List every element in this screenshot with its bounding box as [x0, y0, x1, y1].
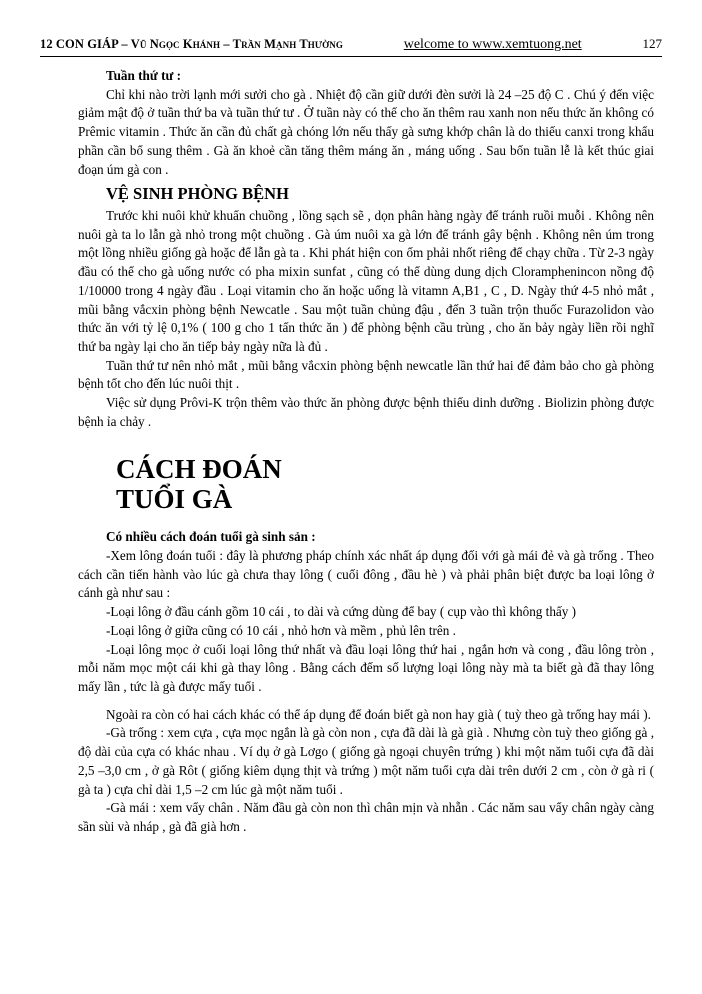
header-website-link[interactable]: welcome to www.xemtuong.net	[403, 37, 582, 52]
page-header	[40, 36, 662, 53]
chapter-title-line-2: TUỔI GÀ	[116, 483, 233, 514]
paragraph-age-4: -Loại lông mọc ở cuối loại lông thứ nhất và đầu loại lông thứ hai , ngắn hơn và cong , đầu lông tròn , mỗi năm mọc một cái khi gà thay lông . Bằng cách đếm số lượng loại lông này mà ta biết gà đã thay lông mấy lần , tức là gà được mấy tuổi .	[78, 641, 654, 694]
heading-week-four: Tuần thứ tư :	[106, 68, 182, 83]
header-divider	[40, 56, 662, 57]
chapter-title-line-1: CÁCH ĐOÁN	[116, 453, 282, 484]
paragraph-hygiene-3: Việc sử dụng Prôvi-K trộn thêm vào thức ăn phòng được bệnh thiếu dinh dưỡng . Biolizin phòng được bệnh ỉa chảy .	[78, 395, 654, 429]
paragraph-week-four: Chỉ khi nào trời lạnh mới sưởi cho gà . Nhiệt độ cần giữ dưới đèn sưởi là 24 –25 độ C . Chú ý đến việc giảm mật độ ở tuần thứ ba và tuần thứ tư . Ở tuần này có thể cho ăn thêm rau xanh non nếu thức ăn không có Prêmic vitamin . Thức ăn cần đủ chất gà chóng lớn nếu thấy gà sưng khớp chân là do thiếu canxi trong khẩu phần cần bổ sung thêm . Gà ăn khoẻ cần tăng thêm máng ăn , máng uống . Sau bốn tuần lễ là kết thúc giai đoạn úm gà con .	[78, 86, 654, 177]
paragraph-age-7: -Gà mái : xem vẩy chân . Năm đầu gà còn non thì chân mịn và nhẵn . Các năm sau vẩy chân ngày càng sần sùi và nháp , gà đã già hơn .	[78, 800, 654, 835]
paragraph-age-3: -Loại lông ở giữa cũng có 10 cái , nhỏ hơn và mềm , phủ lên trên .	[106, 622, 456, 638]
paragraph-hygiene-1: Trước khi nuôi khử khuẩn chuồng , lồng sạch sẽ , dọn phân hàng ngày để tránh ruồi muỗi . Không nên nuôi gà ta lo lẫn gà nhỏ trong một chuồng . Gà úm nuôi xa gà lớn để tránh gây bệnh . Không nên úm trong một lồng nhiều giống gà hoặc để lẫn gà ta . Khi phát hiện con ốm phải nhốt riêng để chạy chữa . Từ 2-3 ngày đầu có thể cho gà uống nước có pha mixin sunfat , cũng có thể dùng dung dịch Cloramphenincon nồng độ 1/10000 trong 4 ngày đầu . Loại vitamin cho ăn hoặc uống là vitamn A,B1 , C , D. Ngày thứ 4-5 nhỏ mắt , mũi bằng vắcxin phòng bệnh Newcatle . Sau một tuần chủng đậu , đến 3 tuần trộn thuốc Furazolidon vào thức ăn với tỷ lệ 0,1% ( 100 g cho 1 tấn thức ăn ) để phòng bệnh cầu trùng , cho ăn bảy ngày liền rồi nghĩ thứ ba ngày lại cho ăn tiếp bảy ngày nữa là đủ .	[78, 207, 654, 354]
paragraph-age-6: -Gà trống : xem cựa , cựa mọc ngắn là gà còn non , cựa đã dài là gà già . Nhưng còn tuỳ theo giống gà , độ dài của cựa có khác nhau . Ví dụ ở gà Lơgo ( giống gà ngoại chuyên trứng ) khi một năm tuổi cựa đã dài 2,5 –3,0 cm , ở gà Rôt ( giống kiêm dụng thịt và trứng ) một năm tuổi cựa dài trên dưới 2 cm , còn ở gà ri ( gà ta ) cựa chỉ dài 1,5 –2 cm lúc gà một năm tuổi .	[78, 725, 654, 797]
page-number: 127	[642, 36, 662, 51]
heading-age-methods: Có nhiều cách đoán tuổi gà sinh sản :	[106, 529, 316, 545]
paragraph-spacer	[78, 697, 654, 706]
paragraph-hygiene-2: Tuần thứ tư nên nhỏ mắt , mũi bằng vắcxin phòng bệnh newcatle lần thứ hai để đảm bảo cho gà phòng bệnh tốt cho đến lúc nuôi thịt .	[78, 357, 654, 392]
paragraph-age-1: -Xem lông đoán tuổi : đây là phương pháp chính xác nhất áp dụng đối với gà mái đẻ và gà trống . Theo cách cần tiến hành vào lúc gà chưa thay lông ( cuối đông , đầu hè ) và phải phân biệt được ba loại lông ở cánh gà như sau :	[78, 547, 654, 601]
heading-hygiene: VỆ SINH PHÒNG BỆNH	[106, 184, 289, 204]
paragraph-age-5: Ngoài ra còn có hai cách khác có thể áp dụng để đoán biết gà non hay già ( tuỳ theo gà trống hay mái ).	[106, 706, 651, 722]
chapter-title	[78, 454, 654, 514]
page-content	[40, 67, 662, 837]
paragraph-age-2: -Loại lông ở đầu cánh gồm 10 cái , to dài và cứng dùng để bay ( cụp vào thì không thấy )	[106, 604, 577, 620]
header-book-title: 12 CON GIÁP – Vũ Ngọc Khánh – Trần Mạnh Thường	[40, 37, 343, 51]
